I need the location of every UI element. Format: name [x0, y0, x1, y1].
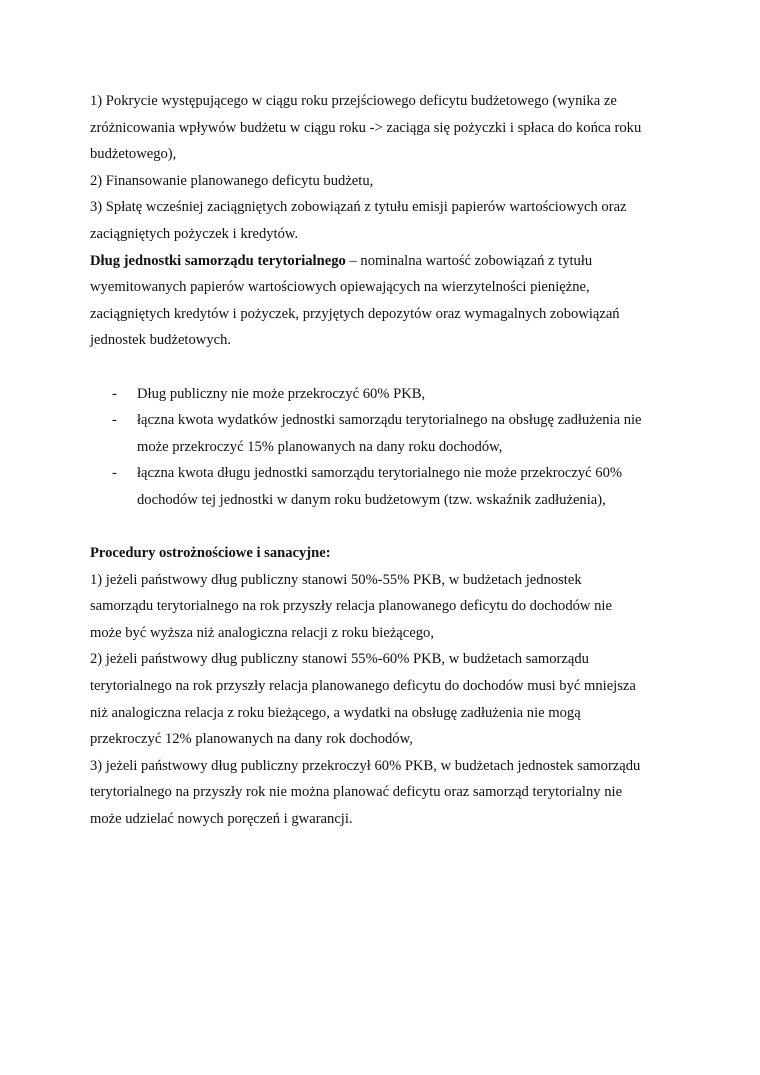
procedure-3-line-1: 3) jeżeli państwowy dług publiczny przekroczył 60% PKB, w budżetach jednostek samorządu — [90, 757, 641, 774]
procedure-1-line-3: może być wyższa niż analogiczna relacji z roku bieżącego, — [90, 624, 434, 641]
paragraph-3-line-1: 3) Spłatę wcześniej zaciągniętych zobowiązań z tytułu emisji papierów wartościowych oraz — [90, 199, 627, 216]
bullet-dash: - — [112, 465, 117, 482]
spacer — [90, 514, 680, 541]
bullet-dash: - — [112, 385, 117, 402]
bullet-list — [90, 381, 680, 514]
paragraph-1-line-2: zróżnicowania wpływów budżetu w ciągu roku -> zaciąga się pożyczki i spłaca do końca roku — [90, 119, 642, 136]
bullet-2-line-1: łączna kwota wydatków jednostki samorządu terytorialnego na obsługę zadłużenia nie — [137, 412, 642, 429]
paragraph-3-line-2: zaciągniętych pożyczek i kredytów. — [90, 225, 299, 242]
bullet-3-line-1: łączna kwota długu jednostki samorządu terytorialnego nie może przekroczyć 60% — [137, 465, 623, 482]
definition-line-1 — [90, 248, 680, 275]
procedure-2-line-3: niż analogiczna relacja z roku bieżącego, a wydatki na obsługę zadłużenia nie mogą — [90, 704, 581, 721]
procedure-3-line-3: może udzielać nowych poręczeń i gwarancji. — [90, 811, 353, 828]
procedure-3-line-2: terytorialnego na przyszły rok nie można planować deficytu oraz samorząd terytorialny nie — [90, 784, 623, 801]
document-body — [90, 88, 680, 833]
paragraph-2: 2) Finansowanie planowanego deficytu budżetu, — [90, 172, 374, 189]
bullet-item-2 — [90, 407, 680, 460]
definition-term: Dług jednostki samorządu terytorialnego — [90, 252, 346, 269]
bullet-item-3 — [90, 460, 680, 513]
procedure-2-line-2: terytorialnego na rok przyszły relacja planowanego deficytu do dochodów musi być mniejsza — [90, 678, 636, 695]
procedure-2-line-1: 2) jeżeli państwowy dług publiczny stanowi 55%-60% PKB, w budżetach samorządu — [90, 651, 589, 668]
procedure-1-line-1: 1) jeżeli państwowy dług publiczny stanowi 50%-55% PKB, w budżetach jednostek — [90, 571, 582, 588]
paragraph-1-line-3: budżetowego), — [90, 146, 177, 163]
definition-line-1-rest: – nominalna wartość zobowiązań z tytułu — [345, 252, 593, 269]
paragraph-1-line-1: 1) Pokrycie występującego w ciągu roku przejściowego deficytu budżetowego (wynika ze — [90, 93, 617, 109]
definition-line-3: zaciągniętych kredytów i pożyczek, przyjętych depozytów oraz wymagalnych zobowiązań — [90, 305, 620, 322]
procedure-2-line-4: przekroczyć 12% planowanych na dany rok dochodów, — [90, 731, 413, 748]
spacer — [90, 354, 680, 381]
bullet-3-line-2: dochodów tej jednostki w danym roku budżetowym (tzw. wskaźnik zadłużenia), — [137, 491, 606, 508]
definition-line-4: jednostek budżetowych. — [90, 332, 232, 349]
bullet-item-1 — [90, 381, 680, 408]
bullet-2-line-2: może przekroczyć 15% planowanych na dany roku dochodów, — [137, 438, 503, 455]
procedures-heading: Procedury ostrożnościowe i sanacyjne: — [90, 545, 331, 562]
bullet-dash: - — [112, 412, 117, 429]
definition-line-2: wyemitowanych papierów wartościowych opiewających na wierzytelności pieniężne, — [90, 279, 590, 296]
procedure-1-line-2: samorządu terytorialnego na rok przyszły relacja planowanego deficytu do dochodów nie — [90, 598, 612, 615]
bullet-1-line-1: Dług publiczny nie może przekroczyć 60% PKB, — [137, 385, 426, 402]
